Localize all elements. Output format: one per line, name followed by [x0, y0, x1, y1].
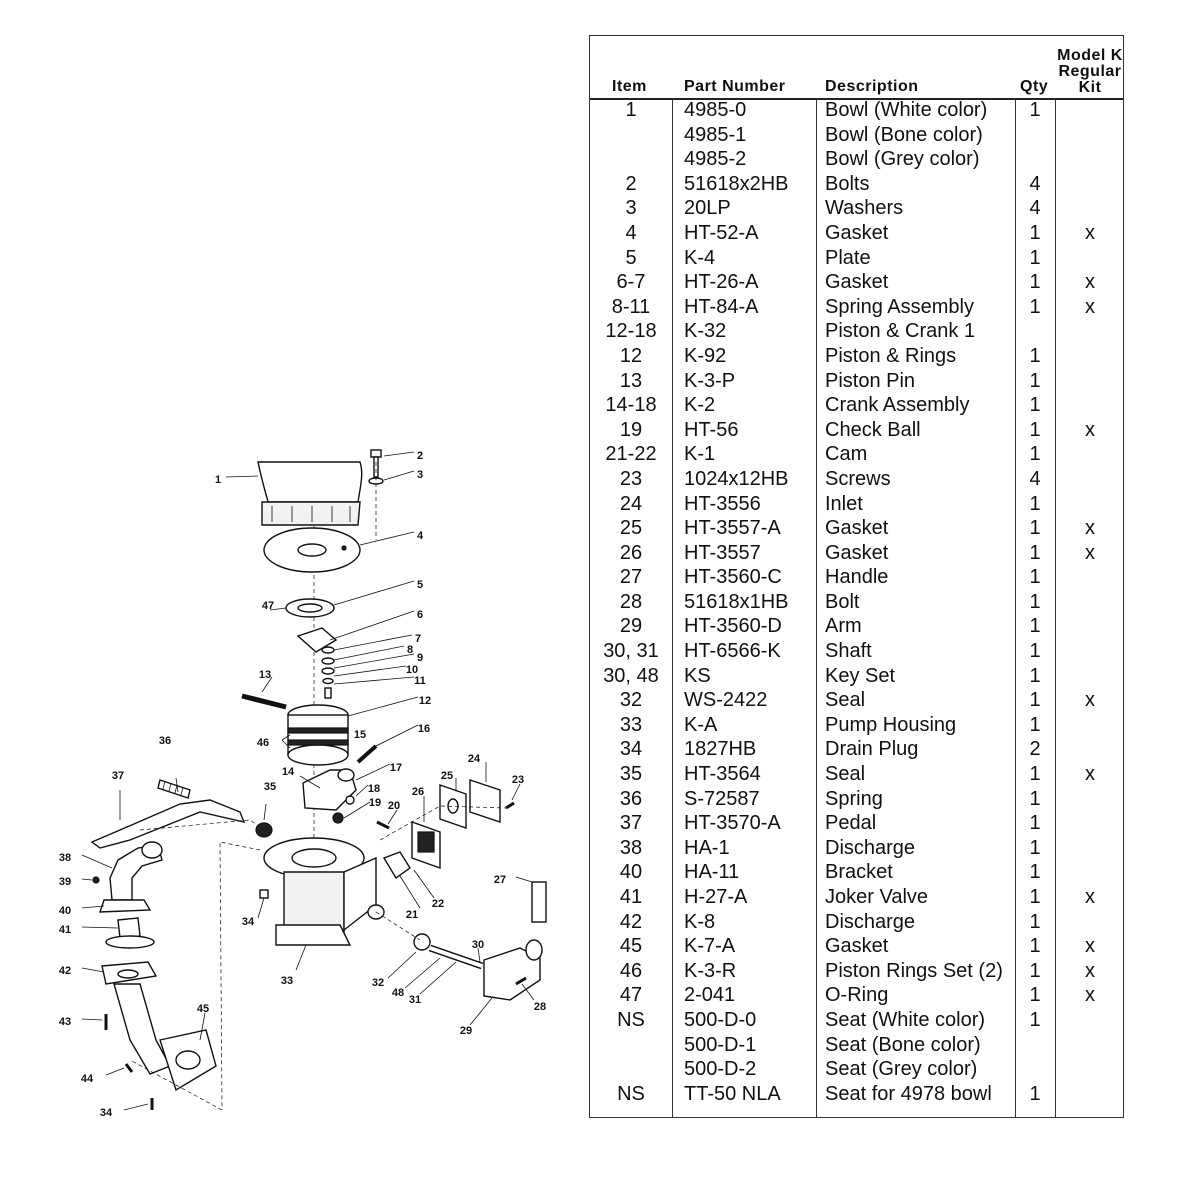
cell-description: Gasket	[825, 517, 889, 540]
cell-description: Seat (White color)	[825, 1008, 986, 1031]
callout-25: 25	[440, 769, 454, 782]
cell-qty: 1	[1029, 689, 1041, 712]
table-header	[590, 36, 1123, 100]
cell-part-number: WS-2422	[684, 689, 768, 712]
callout-19: 19	[368, 796, 382, 809]
cell-description: Handle	[825, 566, 889, 589]
callout-18: 18	[367, 782, 381, 795]
cell-description: Bowl (White color)	[825, 99, 988, 121]
cell-item: 5	[625, 246, 637, 269]
cell-qty: 1	[1029, 984, 1041, 1007]
callout-3: 3	[416, 468, 424, 481]
callout-1: 1	[214, 473, 222, 486]
cell-qty: 1	[1029, 886, 1041, 908]
cell-qty: 1	[1029, 664, 1041, 687]
header-part-number: Part Number	[684, 78, 786, 95]
gasket-hole	[298, 544, 326, 556]
cell-qty: 1	[1029, 1082, 1041, 1105]
callout-28: 28	[533, 1000, 547, 1013]
bowl	[258, 462, 362, 525]
cell-kit: x	[1085, 541, 1095, 564]
cell-part-number: K-8	[684, 910, 716, 933]
table-row	[590, 910, 1123, 935]
cell-part-number: 4985-2	[684, 148, 747, 171]
table-row	[590, 221, 1123, 246]
table-row	[590, 787, 1123, 812]
cell-part-number: K-1	[684, 443, 716, 466]
cell-part-number: 2-041	[684, 984, 736, 1007]
cell-item: 6-7	[616, 271, 646, 294]
cell-item: 35	[619, 763, 643, 786]
table-row	[590, 516, 1123, 541]
cell-qty: 1	[1029, 418, 1041, 441]
cell-description: Spring	[825, 787, 883, 810]
check-ball	[333, 813, 343, 823]
callout-22: 22	[431, 897, 445, 910]
table-row	[590, 196, 1123, 221]
cell-item: 24	[619, 492, 643, 515]
cell-description: Seat for 4978 bowl	[825, 1082, 992, 1105]
callout-13: 13	[258, 668, 272, 681]
callout-4: 4	[416, 529, 424, 542]
cell-part-number: 51618x1HB	[684, 590, 789, 613]
callout-7: 7	[414, 632, 422, 645]
discharge-axis	[220, 842, 260, 1110]
header-kit-line1: Model K	[1057, 47, 1123, 64]
cell-description: Seat (Grey color)	[825, 1058, 978, 1081]
cell-item: NS	[617, 1008, 645, 1031]
cell-description: Joker Valve	[825, 886, 929, 908]
callout-20: 20	[387, 799, 401, 812]
cell-part-number: K-A	[684, 713, 718, 736]
cell-part-number: HT-3560-C	[684, 566, 782, 589]
cell-qty: 1	[1029, 763, 1041, 786]
header-kit-line3: Kit	[1078, 79, 1102, 96]
cell-part-number: K-32	[684, 320, 727, 343]
cell-item: 41	[619, 886, 643, 908]
callout-24: 24	[467, 752, 481, 765]
cell-description: Bowl (Bone color)	[825, 123, 983, 146]
cell-description: Inlet	[825, 492, 863, 515]
cell-qty: 1	[1029, 492, 1041, 515]
callout-44: 44	[80, 1072, 94, 1085]
cell-item: 4	[625, 221, 637, 244]
callout-34: 34	[99, 1106, 113, 1119]
cell-kit: x	[1085, 517, 1095, 540]
cell-kit: x	[1085, 418, 1095, 441]
callout-26: 26	[411, 785, 425, 798]
callout-48: 48	[391, 986, 405, 999]
callout-41: 41	[58, 923, 72, 936]
cell-qty: 4	[1029, 197, 1041, 220]
crank-assembly	[303, 769, 356, 810]
cell-item: 45	[619, 935, 643, 958]
cell-description: Screws	[825, 467, 891, 490]
cell-qty: 1	[1029, 566, 1041, 589]
drain-plug	[260, 890, 268, 898]
cell-part-number: KS	[684, 664, 711, 687]
cell-description: Crank Assembly	[825, 394, 970, 417]
cell-part-number: K-7-A	[684, 935, 736, 958]
table-row	[590, 123, 1123, 148]
cell-item: 8-11	[611, 295, 651, 318]
cell-item: 30, 31	[603, 640, 659, 663]
table-row	[590, 737, 1123, 762]
cell-description: Pump Housing	[825, 713, 957, 736]
table-row	[590, 467, 1123, 492]
callout-10: 10	[405, 663, 419, 676]
callout-14: 14	[281, 765, 295, 778]
cell-description: Gasket	[825, 271, 889, 294]
callout-27: 27	[493, 873, 507, 886]
cell-item: 21-22	[605, 443, 657, 466]
callout-31: 31	[408, 993, 422, 1006]
cell-item: 33	[619, 713, 643, 736]
cell-part-number: 1024x12HB	[684, 467, 789, 490]
cell-description: O-Ring	[825, 984, 889, 1007]
cell-description: Bowl (Grey color)	[825, 148, 980, 171]
callout-5: 5	[416, 578, 424, 591]
cell-item: 38	[619, 836, 643, 859]
cell-description: Key Set	[825, 664, 896, 687]
cell-part-number: 4985-1	[684, 123, 747, 146]
cell-description: Seal	[825, 689, 866, 712]
discharge-elbow	[100, 842, 162, 912]
cell-qty: 1	[1029, 369, 1041, 392]
callout-47: 47	[261, 599, 275, 612]
cell-qty: 1	[1029, 443, 1041, 466]
cell-kit: x	[1085, 763, 1095, 786]
exploded-parts-diagram	[0, 0, 590, 1200]
header-kit-line2: Regular	[1058, 63, 1122, 80]
table-row	[590, 147, 1123, 172]
cell-description: Shaft	[825, 640, 872, 663]
table-row	[590, 1008, 1123, 1033]
parts-table	[589, 35, 1124, 1118]
header-kit	[1056, 48, 1124, 96]
cell-description: Drain Plug	[825, 738, 919, 761]
housing-gasket-window	[418, 832, 434, 852]
table-row	[590, 1033, 1123, 1058]
cell-part-number: 500-D-0	[684, 1008, 757, 1031]
cell-part-number: K-4	[684, 246, 716, 269]
callout-38: 38	[58, 851, 72, 864]
discharge-gasket-hole	[176, 1051, 200, 1069]
crank-bolt	[358, 746, 376, 762]
table-row	[590, 762, 1123, 787]
cell-item: 32	[619, 689, 643, 712]
cell-qty: 1	[1029, 344, 1041, 367]
table-row	[590, 492, 1123, 517]
cell-item: 3	[625, 197, 637, 220]
cell-qty: 1	[1029, 541, 1041, 564]
table-row	[590, 639, 1123, 664]
cell-description: Bolt	[825, 590, 860, 613]
cell-item: 47	[619, 984, 643, 1007]
callout-39: 39	[58, 875, 72, 888]
cell-description: Piston & Rings	[825, 344, 957, 367]
cell-part-number: HA-1	[684, 836, 730, 859]
header-description: Description	[825, 78, 919, 95]
table-row	[590, 959, 1123, 984]
callout-8: 8	[406, 643, 414, 656]
table-row	[590, 713, 1123, 738]
cell-kit: x	[1085, 959, 1095, 982]
cell-part-number: HT-6566-K	[684, 640, 781, 663]
cell-description: Spring Assembly	[825, 295, 974, 318]
table-row	[590, 860, 1123, 885]
cell-qty: 1	[1029, 271, 1041, 294]
table-row	[590, 811, 1123, 836]
cell-part-number: HA-11	[684, 861, 740, 884]
bolt-44	[126, 1064, 132, 1072]
cell-qty: 1	[1029, 1008, 1041, 1031]
cell-qty: 1	[1029, 99, 1041, 121]
cell-part-number: K-2	[684, 394, 716, 417]
table-row	[590, 565, 1123, 590]
callout-32: 32	[371, 976, 385, 989]
cell-part-number: 4985-0	[684, 99, 747, 121]
table-row	[590, 614, 1123, 639]
pin	[377, 822, 389, 828]
table-row	[590, 442, 1123, 467]
callout-29: 29	[459, 1024, 473, 1037]
cell-qty: 1	[1029, 640, 1041, 663]
table-row	[590, 98, 1123, 123]
cell-part-number: S-72587	[684, 787, 760, 810]
cell-item: 29	[619, 615, 643, 638]
table-row	[590, 664, 1123, 689]
callout-42: 42	[58, 964, 72, 977]
cell-part-number: HT-3557	[684, 541, 761, 564]
cell-part-number: HT-56	[684, 418, 739, 441]
inlet-screw	[506, 803, 514, 808]
cell-item: 36	[619, 787, 643, 810]
cell-item: 25	[619, 517, 643, 540]
cell-description: Washers	[825, 197, 904, 220]
pump-housing	[264, 838, 384, 945]
cell-qty: 1	[1029, 394, 1041, 417]
pedal	[92, 780, 244, 848]
inlet	[470, 780, 500, 822]
spring-assembly	[322, 647, 334, 698]
table-row	[590, 295, 1123, 320]
cell-item: 37	[619, 812, 643, 835]
cell-description: Piston Rings Set (2)	[825, 959, 1003, 982]
cell-description: Bracket	[825, 861, 893, 884]
callout-37: 37	[111, 769, 125, 782]
cell-qty: 1	[1029, 221, 1041, 244]
callout-9: 9	[416, 651, 424, 664]
table-row	[590, 344, 1123, 369]
cell-qty: 4	[1029, 172, 1041, 195]
cell-description: Plate	[825, 246, 871, 269]
callout-17: 17	[389, 761, 403, 774]
cell-item: 46	[619, 959, 643, 982]
cell-item: 30, 48	[603, 664, 659, 687]
cell-kit: x	[1085, 689, 1095, 712]
callout-6: 6	[416, 608, 424, 621]
cell-item: 14-18	[605, 394, 657, 417]
joker-valve	[106, 918, 154, 948]
table-body	[590, 98, 1123, 1106]
cell-description: Pedal	[825, 812, 877, 835]
cell-item: 12-18	[605, 320, 657, 343]
cell-part-number: H-27-A	[684, 886, 748, 908]
callout-15: 15	[353, 728, 367, 741]
cell-kit: x	[1085, 886, 1095, 908]
discharge-screw	[93, 877, 99, 883]
cell-qty: 1	[1029, 836, 1041, 859]
cell-item: 34	[619, 738, 643, 761]
arm-hub	[526, 940, 542, 960]
callout-40: 40	[58, 904, 72, 917]
cell-kit: x	[1085, 295, 1095, 318]
cell-qty: 2	[1029, 738, 1041, 761]
callout-23: 23	[511, 773, 525, 786]
cell-qty: 1	[1029, 812, 1041, 835]
cell-part-number: 20LP	[684, 197, 731, 220]
cell-qty: 4	[1029, 467, 1041, 490]
piston-pin	[242, 696, 286, 707]
table-row	[590, 541, 1123, 566]
cell-part-number: HT-3560-D	[684, 615, 782, 638]
cell-part-number: HT-52-A	[684, 221, 759, 244]
cell-part-number: K-92	[684, 344, 727, 367]
cell-item: 12	[619, 344, 643, 367]
callout-21: 21	[405, 908, 419, 921]
callout-12: 12	[418, 694, 432, 707]
cell-qty: 1	[1029, 959, 1041, 982]
cell-part-number: HT-3557-A	[684, 517, 781, 540]
cell-part-number: TT-50 NLA	[684, 1082, 781, 1105]
gasket-bolt-hole	[342, 546, 346, 550]
header-qty: Qty	[1020, 78, 1049, 95]
callout-46: 46	[256, 736, 270, 749]
handle	[532, 882, 546, 922]
cell-part-number: HT-26-A	[684, 271, 759, 294]
callout-11: 11	[414, 674, 426, 687]
cell-description: Gasket	[825, 221, 889, 244]
cell-item: NS	[617, 1082, 645, 1105]
table-row	[590, 983, 1123, 1008]
table-row	[590, 393, 1123, 418]
cell-qty: 1	[1029, 295, 1041, 318]
cell-part-number: HT-84-A	[684, 295, 759, 318]
cell-description: Gasket	[825, 935, 889, 958]
cell-description: Seal	[825, 763, 866, 786]
cell-description: Arm	[825, 615, 862, 638]
diagram-drawing	[0, 0, 590, 1200]
cell-qty: 1	[1029, 615, 1041, 638]
cell-description: Seat (Bone color)	[825, 1033, 981, 1056]
cell-item: 26	[619, 541, 643, 564]
table-row	[590, 369, 1123, 394]
callout-30: 30	[471, 938, 485, 951]
cell-part-number: 51618x2HB	[684, 172, 789, 195]
cell-part-number: K-3-R	[684, 959, 737, 982]
table-row	[590, 688, 1123, 713]
cell-item: 28	[619, 590, 643, 613]
piston	[288, 705, 348, 765]
cell-description: Check Ball	[825, 418, 921, 441]
callout-33: 33	[280, 974, 294, 987]
table-row	[590, 836, 1123, 861]
callout-45: 45	[196, 1002, 210, 1015]
cell-description: Piston Pin	[825, 369, 916, 392]
callout-36: 36	[158, 734, 172, 747]
cell-kit: x	[1085, 984, 1095, 1007]
table-row	[590, 319, 1123, 344]
shaft-seal-32	[414, 934, 430, 950]
table-row	[590, 1057, 1123, 1082]
callout-16: 16	[417, 722, 431, 735]
cell-item: 13	[619, 369, 643, 392]
cell-kit: x	[1085, 935, 1095, 958]
cell-item: 40	[619, 861, 643, 884]
cell-description: Piston & Crank 1	[825, 320, 976, 343]
cell-part-number: HT-3570-A	[684, 812, 781, 835]
cell-description: Discharge	[825, 910, 916, 933]
cell-part-number: HT-3564	[684, 763, 761, 786]
cell-qty: 1	[1029, 517, 1041, 540]
cell-part-number: 1827HB	[684, 738, 757, 761]
cell-item: 42	[619, 910, 643, 933]
cell-item: 2	[625, 172, 637, 195]
table-row	[590, 885, 1123, 910]
cell-item: 23	[619, 467, 643, 490]
header-item: Item	[612, 78, 647, 95]
cell-item: 19	[619, 418, 643, 441]
cell-description: Gasket	[825, 541, 889, 564]
callout-35: 35	[263, 780, 277, 793]
cell-description: Cam	[825, 443, 868, 466]
cell-qty: 1	[1029, 910, 1041, 933]
cell-kit: x	[1085, 221, 1095, 244]
callout-34: 34	[241, 915, 255, 928]
cell-qty: 1	[1029, 935, 1041, 958]
cell-kit: x	[1085, 271, 1095, 294]
cell-qty: 1	[1029, 713, 1041, 736]
table-row	[590, 270, 1123, 295]
cam	[384, 852, 410, 878]
cell-part-number: 500-D-1	[684, 1033, 757, 1056]
callout-2: 2	[416, 449, 424, 462]
table-row	[590, 418, 1123, 443]
table-row	[590, 172, 1123, 197]
table-row	[590, 246, 1123, 271]
cell-part-number: HT-3556	[684, 492, 761, 515]
table-row	[590, 1082, 1123, 1107]
cell-qty: 1	[1029, 787, 1041, 810]
cell-description: Bolts	[825, 172, 870, 195]
cell-qty: 1	[1029, 861, 1041, 884]
cell-item: 27	[619, 566, 643, 589]
cell-qty: 1	[1029, 590, 1041, 613]
table-row	[590, 590, 1123, 615]
table-row	[590, 934, 1123, 959]
callout-43: 43	[58, 1015, 72, 1028]
cell-description: Discharge	[825, 836, 916, 859]
discharge	[102, 962, 170, 1074]
o-ring-inner	[298, 604, 322, 612]
cell-item: 1	[625, 99, 637, 121]
cell-part-number: 500-D-2	[684, 1058, 757, 1081]
cell-part-number: K-3-P	[684, 369, 736, 392]
cell-qty: 1	[1029, 246, 1041, 269]
